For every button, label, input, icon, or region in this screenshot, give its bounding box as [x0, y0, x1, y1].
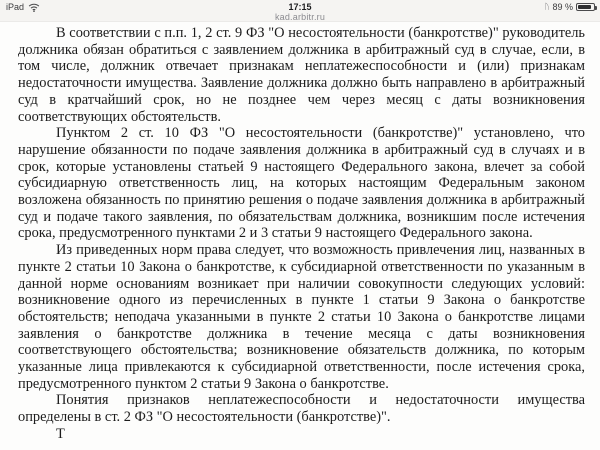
document-paragraph: Пунктом 2 ст. 10 ФЗ "О несостоятельности (банкротстве)" установлено, что нарушение обязанности по подаче заявления должника в арбитражный суд в случаях и в срок, которые установлены статьей 9 настоящего Федерального закона, влечет за собой субсидиарную ответственность лиц, на которых настоящим Федеральным законом возложена обязанность по принятию решения о подаче заявления должника в арбитражный суд и подаче такого заявления, по обязательствам должника, возникшим после истечения срока, предусмотренного пунктами 2 и 3 статьи 9 настоящего Федерального закона. [18, 125, 585, 242]
document-paragraph: Т [56, 425, 65, 442]
battery-fill [578, 5, 591, 9]
bluetooth-icon: ᚢ [544, 2, 550, 11]
ios-chrome-bar [0, 0, 600, 22]
battery-nub [595, 6, 597, 10]
battery-icon [576, 3, 595, 11]
device-label: iPad [6, 2, 25, 12]
status-right [545, 2, 595, 12]
status-bar [0, 2, 600, 12]
document-page [0, 22, 600, 450]
safari-url-bar[interactable]: kad.arbitr.ru [274, 12, 326, 22]
document-paragraph: Из приведенных норм права следует, что возможность привлечения лиц, названных в пункте 2 статьи 10 Закона о банкротстве, к субсидиарной ответственности по указанным в данной норме основаниям возникает при наличии совокупности следующих условий: возникновение одного из перечисленных в пункте 1 статьи 9 Закона о банкротстве обстоятельств; неподача указанными в пункте 2 статьи 10 Закона о банкротстве лицами заявления о банкротстве должника в течение месяца с даты возникновения соответствующего обстоятельства; возникновение обязательств должника, по которым указанные лица привлекаются к субсидиарной ответственности, после истечения срока, предусмотренного пунктом 2 статьи 9 Закона о банкротстве. [18, 242, 585, 392]
document-paragraph: Понятия признаков неплатежеспособности и недостаточности имущества определены в ст. 2 ФЗ "О несостоятельности (банкротстве)". [18, 392, 585, 426]
clock: 17:15 [288, 2, 312, 12]
battery-percent: 89 % [552, 2, 573, 12]
document-paragraph: В соответствии с п.п. 1, 2 ст. 9 ФЗ "О несостоятельности (банкротстве)" руководитель должника обязан обратиться с заявлением должника в арбитражный суд в случае, если, в том числе, должник отвечает признакам неплатежеспособности и (или) признакам недостаточности имущества. Заявление должника должно быть направлено в арбитражный суд в кратчайший срок, но не позднее чем через месяц с даты возникновения соответствующих обстоятельств. [18, 25, 585, 125]
